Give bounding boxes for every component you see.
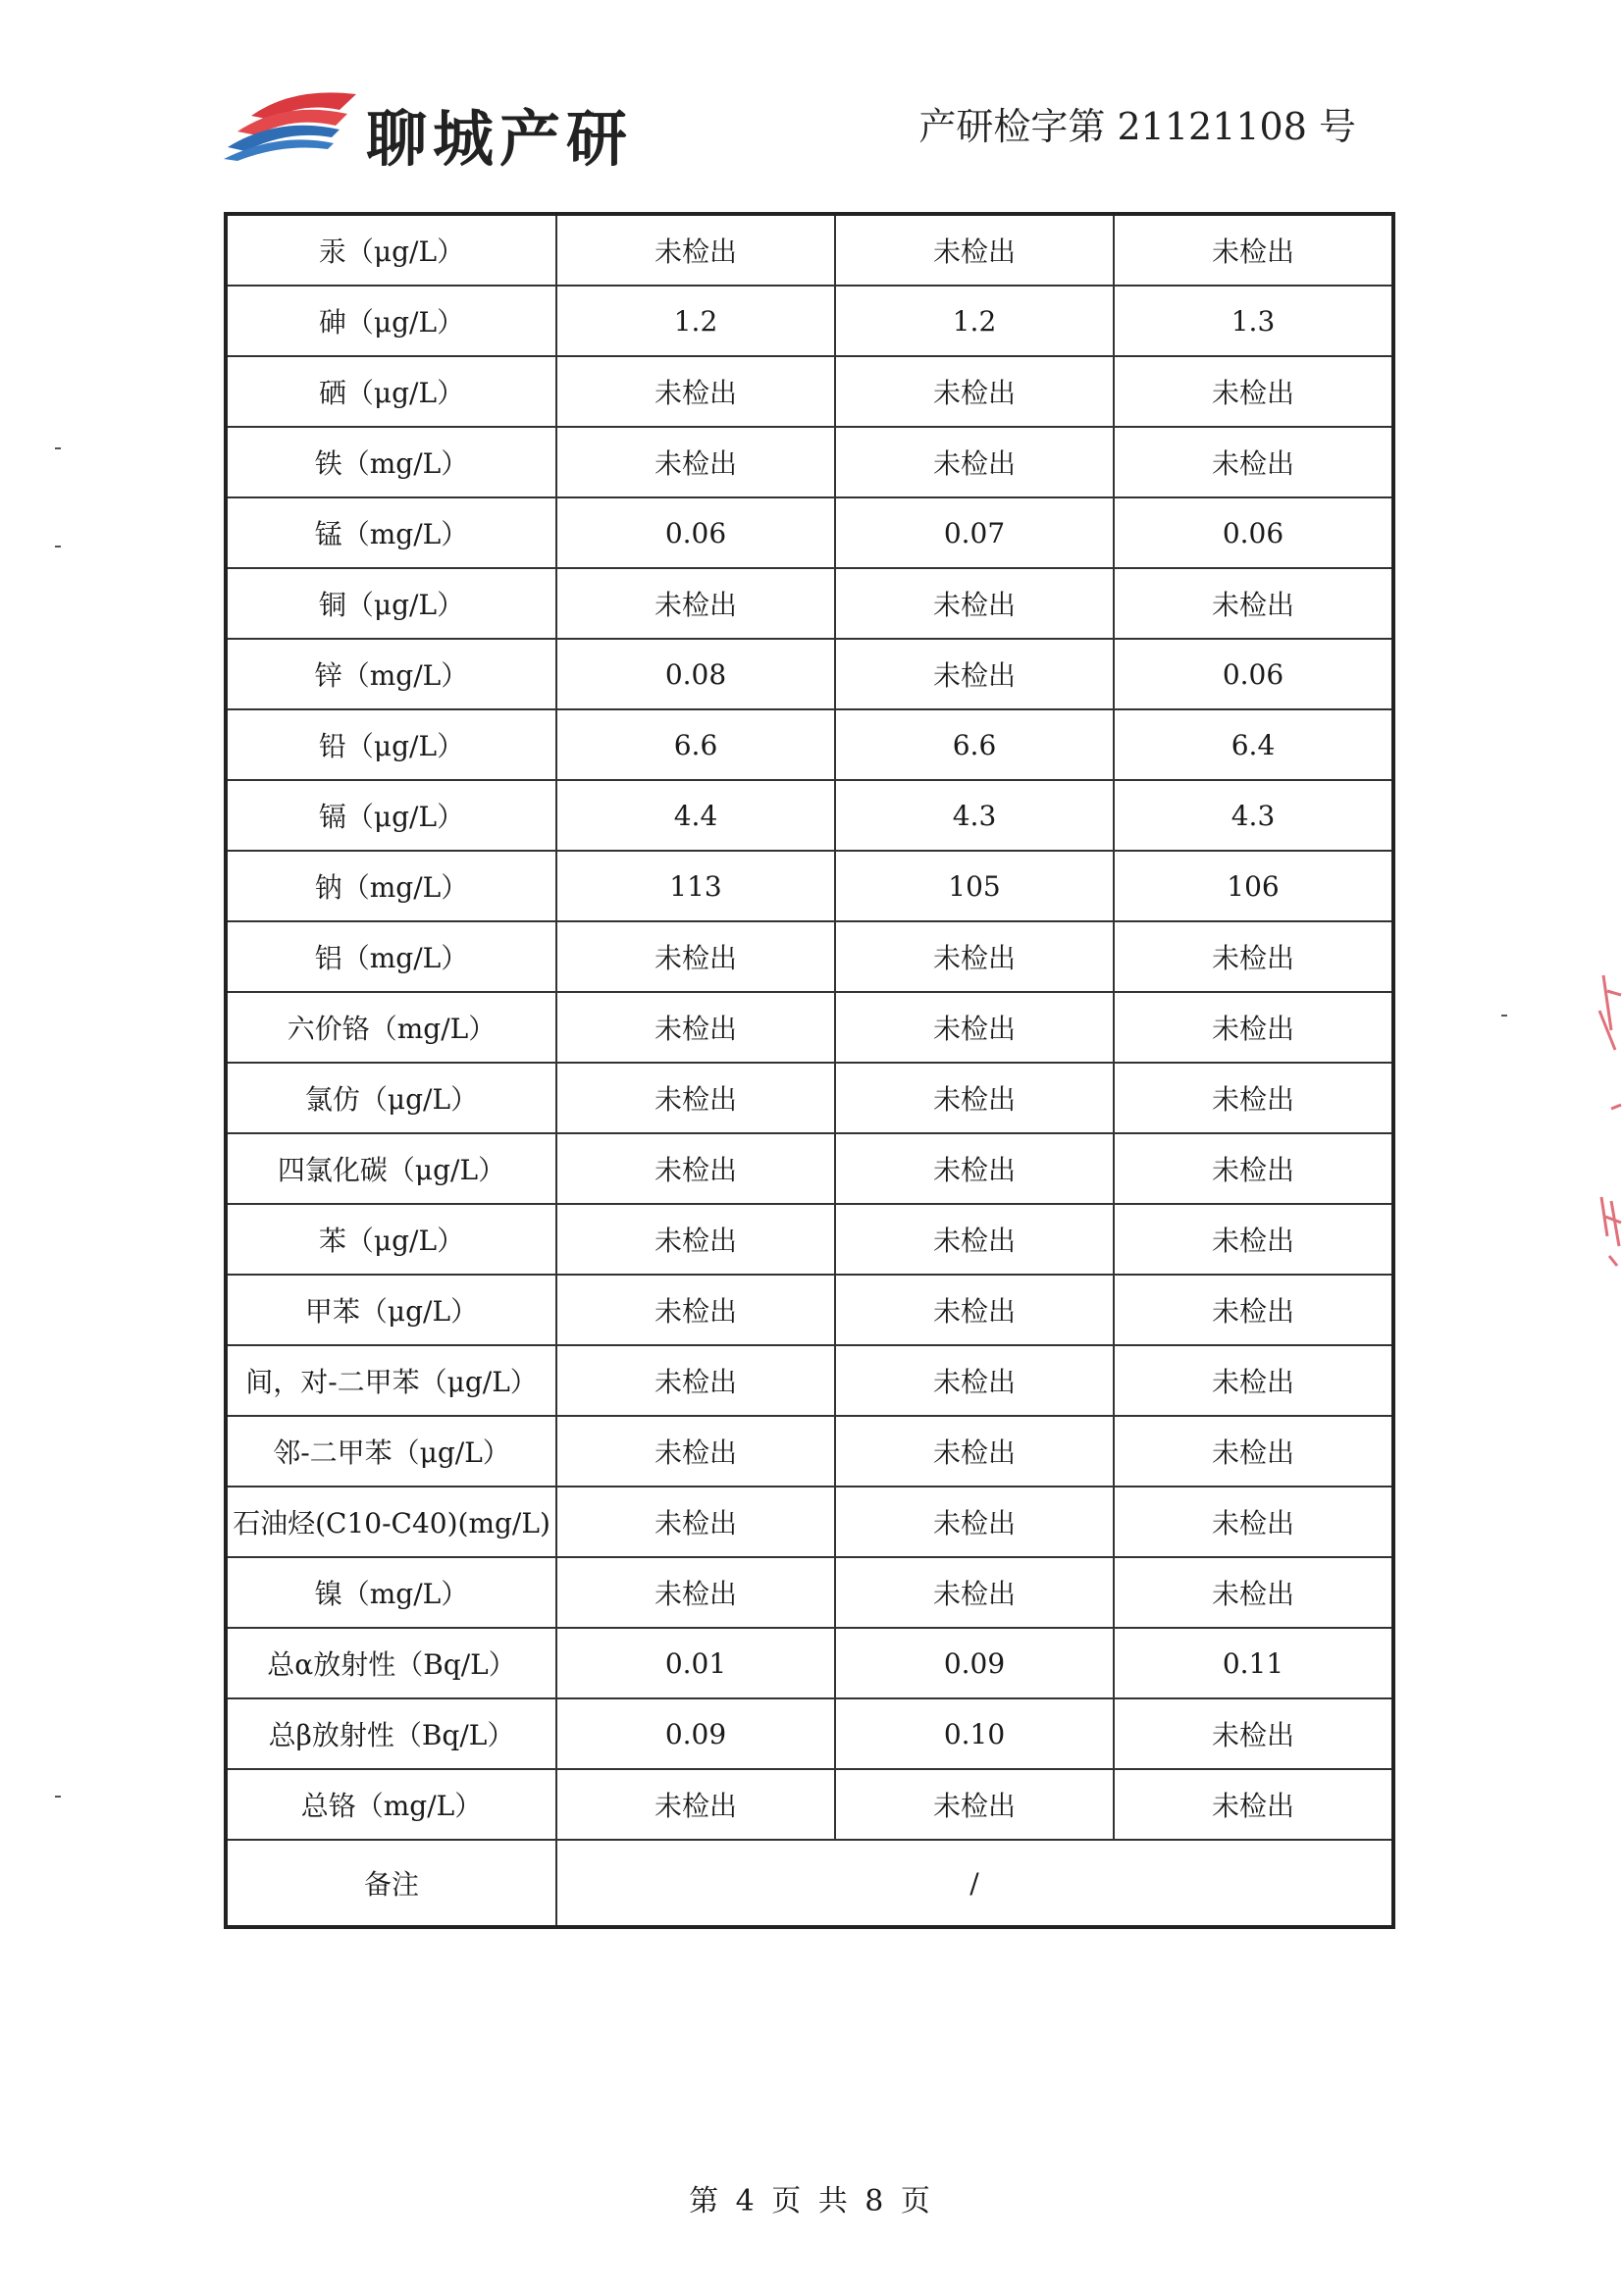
value-cell: 未检出 [835, 356, 1114, 427]
table-row [226, 1063, 1393, 1133]
item-cell: 石油烃(C10-C40)(mg/L) [226, 1487, 556, 1557]
value-cell: 未检出 [1114, 214, 1393, 286]
value-cell: 0.09 [835, 1628, 1114, 1698]
table-row [226, 639, 1393, 709]
value-cell: 0.01 [556, 1628, 835, 1698]
table-row [226, 1416, 1393, 1487]
item-cell: 间，对-二甲苯（μg/L） [226, 1345, 556, 1416]
value-cell: 4.4 [556, 780, 835, 851]
value-cell: 未检出 [556, 1204, 835, 1275]
value-cell: 未检出 [835, 992, 1114, 1063]
item-cell: 钠（mg/L） [226, 851, 556, 921]
table-row [226, 1557, 1393, 1628]
table-row [226, 568, 1393, 639]
table-row [226, 286, 1393, 356]
value-cell: 1.2 [835, 286, 1114, 356]
value-cell: 0.11 [1114, 1628, 1393, 1698]
value-cell: 未检出 [556, 992, 835, 1063]
value-cell: 0.10 [835, 1698, 1114, 1769]
value-cell: 未检出 [1114, 1204, 1393, 1275]
value-cell: 105 [835, 851, 1114, 921]
value-cell: 未检出 [556, 921, 835, 992]
value-cell: 未检出 [556, 214, 835, 286]
value-cell: 未检出 [835, 1345, 1114, 1416]
item-cell: 汞（μg/L） [226, 214, 556, 286]
table-row [226, 992, 1393, 1063]
value-cell: 未检出 [835, 568, 1114, 639]
value-cell: 未检出 [835, 1769, 1114, 1840]
page-number: 第 4 页 共 8 页 [689, 2184, 934, 2218]
value-cell: 未检出 [1114, 1698, 1393, 1769]
table-row [226, 1628, 1393, 1698]
item-cell: 铜（μg/L） [226, 568, 556, 639]
value-cell: 106 [1114, 851, 1393, 921]
value-cell: 未检出 [1114, 1487, 1393, 1557]
table-row [226, 709, 1393, 780]
item-cell: 四氯化碳（μg/L） [226, 1133, 556, 1204]
item-cell: 砷（μg/L） [226, 286, 556, 356]
table-row [226, 921, 1393, 992]
item-cell: 总α放射性（Bq/L） [226, 1628, 556, 1698]
item-cell: 镉（μg/L） [226, 780, 556, 851]
table-row [226, 1275, 1393, 1345]
value-cell: 未检出 [835, 1416, 1114, 1487]
item-cell: 总铬（mg/L） [226, 1769, 556, 1840]
value-cell: 未检出 [556, 1487, 835, 1557]
value-cell: 未检出 [835, 1133, 1114, 1204]
value-cell: 未检出 [1114, 1345, 1393, 1416]
report-number: 产研检字第 21121108 号 [918, 105, 1356, 148]
item-cell: 邻-二甲苯（μg/L） [226, 1416, 556, 1487]
company-logo [224, 86, 655, 175]
value-cell: 0.08 [556, 639, 835, 709]
item-cell: 锰（mg/L） [226, 497, 556, 568]
value-cell: 6.6 [556, 709, 835, 780]
value-cell: 未检出 [556, 427, 835, 497]
value-cell: 0.09 [556, 1698, 835, 1769]
value-cell: 未检出 [835, 1557, 1114, 1628]
value-cell: 6.4 [1114, 709, 1393, 780]
value-cell: 未检出 [556, 1275, 835, 1345]
value-cell: 6.6 [835, 709, 1114, 780]
item-cell: 锌（mg/L） [226, 639, 556, 709]
value-cell: 1.2 [556, 286, 835, 356]
value-cell: 未检出 [835, 921, 1114, 992]
table-row [226, 1698, 1393, 1769]
table-row [226, 1769, 1393, 1840]
value-cell: 未检出 [1114, 356, 1393, 427]
item-cell: 镍（mg/L） [226, 1557, 556, 1628]
value-cell: 未检出 [556, 356, 835, 427]
logo-wave-icon [224, 86, 361, 161]
value-cell: 4.3 [1114, 780, 1393, 851]
value-cell: 未检出 [835, 1204, 1114, 1275]
value-cell: 未检出 [1114, 568, 1393, 639]
value-cell: 未检出 [835, 639, 1114, 709]
value-cell: 未检出 [556, 1345, 835, 1416]
value-cell: 0.07 [835, 497, 1114, 568]
table-row [226, 780, 1393, 851]
value-cell: 0.06 [556, 497, 835, 568]
item-cell: 铝（mg/L） [226, 921, 556, 992]
table-row [226, 851, 1393, 921]
table-row [226, 356, 1393, 427]
value-cell: 未检出 [1114, 1063, 1393, 1133]
remark-row [226, 1840, 1393, 1927]
value-cell: 未检出 [1114, 427, 1393, 497]
value-cell: 未检出 [835, 427, 1114, 497]
item-cell: 甲苯（μg/L） [226, 1275, 556, 1345]
value-cell: 未检出 [835, 1275, 1114, 1345]
table-row [226, 1204, 1393, 1275]
value-cell: 未检出 [1114, 1133, 1393, 1204]
value-cell: 未检出 [1114, 1275, 1393, 1345]
logo-text: 聊城产研 [366, 103, 634, 175]
item-cell: 六价铬（mg/L） [226, 992, 556, 1063]
table-row [226, 1345, 1393, 1416]
value-cell: 未检出 [1114, 1769, 1393, 1840]
value-cell: 未检出 [835, 1063, 1114, 1133]
value-cell: 未检出 [1114, 992, 1393, 1063]
value-cell: 未检出 [1114, 1416, 1393, 1487]
value-cell: 4.3 [835, 780, 1114, 851]
value-cell: 1.3 [1114, 286, 1393, 356]
item-cell: 氯仿（μg/L） [226, 1063, 556, 1133]
value-cell: 0.06 [1114, 639, 1393, 709]
item-cell: 苯（μg/L） [226, 1204, 556, 1275]
remark-value: / [556, 1840, 1393, 1927]
value-cell: 未检出 [556, 1133, 835, 1204]
table-row [226, 1487, 1393, 1557]
item-cell: 铁（mg/L） [226, 427, 556, 497]
results-table [224, 212, 1395, 1929]
item-cell: 总β放射性（Bq/L） [226, 1698, 556, 1769]
item-cell: 硒（μg/L） [226, 356, 556, 427]
table-row [226, 497, 1393, 568]
table-row [226, 214, 1393, 286]
value-cell: 未检出 [835, 1487, 1114, 1557]
value-cell: 未检出 [556, 1769, 835, 1840]
value-cell: 未检出 [556, 1557, 835, 1628]
value-cell: 未检出 [556, 1063, 835, 1133]
remark-label: 备注 [226, 1840, 556, 1927]
value-cell: 113 [556, 851, 835, 921]
value-cell: 未检出 [1114, 921, 1393, 992]
value-cell: 未检出 [1114, 1557, 1393, 1628]
value-cell: 未检出 [835, 214, 1114, 286]
table-row [226, 427, 1393, 497]
value-cell: 未检出 [556, 1416, 835, 1487]
table-row [226, 1133, 1393, 1204]
value-cell: 未检出 [556, 568, 835, 639]
item-cell: 铅（μg/L） [226, 709, 556, 780]
seal-fragment [1582, 971, 1623, 1285]
value-cell: 0.06 [1114, 497, 1393, 568]
